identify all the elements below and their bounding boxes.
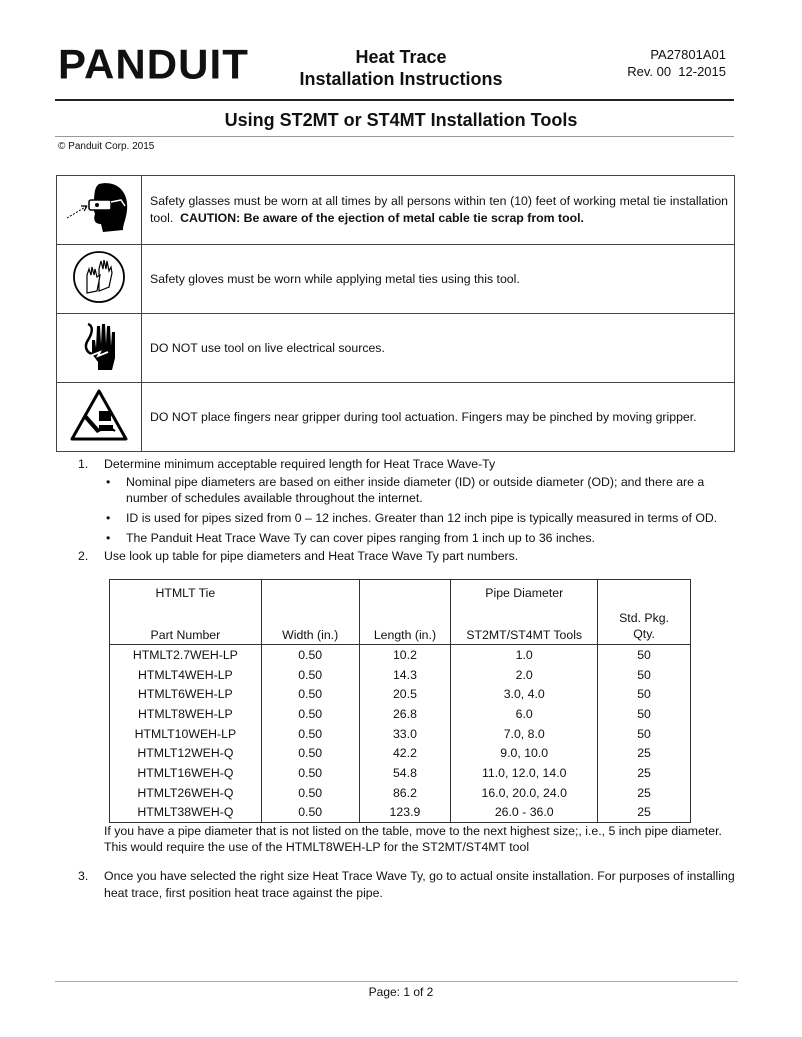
cell: 0.50 bbox=[261, 684, 359, 704]
cell: 14.3 bbox=[359, 665, 451, 685]
caution-text: CAUTION: Be aware of the ejection of metal cable tie scrap from tool. bbox=[180, 211, 584, 225]
safety-text: Safety glasses must be worn at all times by all persons within ten (10) feet of working metal tie installation tool. CAUTION: Be aware of the ejection of metal cable tie scrap from tool. bbox=[142, 176, 735, 245]
table-row bbox=[110, 763, 691, 783]
document-id-block bbox=[627, 46, 726, 80]
cell: 26.8 bbox=[359, 704, 451, 724]
cell: 54.8 bbox=[359, 763, 451, 783]
cell: 25 bbox=[598, 783, 691, 803]
cell: HTMLT4WEH-LP bbox=[110, 665, 262, 685]
column-header-part-number: Part Number bbox=[110, 610, 262, 645]
cell: 26.0 - 36.0 bbox=[451, 803, 598, 823]
cell: 25 bbox=[598, 743, 691, 763]
bullet-item: • The Panduit Heat Trace Wave Ty can cover pipes ranging from 1 inch up to 36 inches. bbox=[104, 530, 738, 546]
electrical-hazard-icon bbox=[57, 314, 142, 383]
table-note: If you have a pipe diameter that is not listed on the table, move to the next highest size;, i.e., 5 inch pipe diameter. This would require the use of the HTMLT8WEH-LP for the ST2MT/ST4MT tool bbox=[104, 824, 722, 854]
cell: 0.50 bbox=[261, 803, 359, 823]
step-number: 1. bbox=[78, 457, 89, 471]
instruction-steps bbox=[78, 456, 738, 564]
doc-number: PA27801A01 bbox=[650, 47, 726, 62]
cell: 50 bbox=[598, 724, 691, 744]
table-row bbox=[110, 783, 691, 803]
step-text: Determine minimum acceptable required length for Heat Trace Wave-Ty bbox=[104, 457, 496, 471]
step-3 bbox=[78, 868, 738, 902]
step-text: Use look up table for pipe diameters and Heat Trace Wave Ty part numbers. bbox=[104, 549, 519, 563]
safety-table bbox=[56, 175, 735, 452]
pinch-hazard-icon bbox=[57, 383, 142, 452]
cell: 50 bbox=[598, 645, 691, 665]
cell: HTMLT12WEH-Q bbox=[110, 743, 262, 763]
column-header-length: Length (in.) bbox=[359, 610, 451, 645]
revision: Rev. 00 12-2015 bbox=[627, 64, 726, 79]
cell: 0.50 bbox=[261, 704, 359, 724]
column-header-pipe-diameter: ST2MT/ST4MT Tools bbox=[451, 610, 598, 645]
header-rule bbox=[55, 99, 734, 101]
column-header bbox=[261, 580, 359, 611]
table-row bbox=[110, 724, 691, 744]
cell: HTMLT8WEH-LP bbox=[110, 704, 262, 724]
safety-glasses-icon bbox=[57, 176, 142, 245]
cell: 25 bbox=[598, 763, 691, 783]
cell: 50 bbox=[598, 704, 691, 724]
safety-row bbox=[57, 383, 735, 452]
bullet-item: • ID is used for pipes sized from 0 – 12 inches. Greater than 12 inch pipe is typically measured in terms of OD. bbox=[104, 510, 738, 526]
cell: 86.2 bbox=[359, 783, 451, 803]
table-row bbox=[110, 645, 691, 665]
column-header: HTMLT Tie bbox=[110, 580, 262, 611]
safety-text: DO NOT place fingers near gripper during tool actuation. Fingers may be pinched by moving gripper. bbox=[142, 383, 735, 452]
cell: HTMLT38WEH-Q bbox=[110, 803, 262, 823]
step-text: Once you have selected the right size Heat Trace Wave Ty, go to actual onsite installation. For purposes of installing heat trace, first position heat trace against the pipe. bbox=[104, 869, 735, 900]
cell: 16.0, 20.0, 24.0 bbox=[451, 783, 598, 803]
cell: 50 bbox=[598, 665, 691, 685]
cell: 6.0 bbox=[451, 704, 598, 724]
table-row bbox=[110, 665, 691, 685]
cell: 1.0 bbox=[451, 645, 598, 665]
cell: HTMLT16WEH-Q bbox=[110, 763, 262, 783]
cell: 123.9 bbox=[359, 803, 451, 823]
table-header-row bbox=[110, 610, 691, 645]
safety-row bbox=[57, 176, 735, 245]
subtitle-rule bbox=[55, 136, 734, 137]
panduit-logo: PANDUIT bbox=[58, 41, 249, 89]
safety-text: DO NOT use tool on live electrical sources. bbox=[142, 314, 735, 383]
cell: 3.0, 4.0 bbox=[451, 684, 598, 704]
cell: 0.50 bbox=[261, 743, 359, 763]
cell: 11.0, 12.0, 14.0 bbox=[451, 763, 598, 783]
column-header: Pipe Diameter bbox=[451, 580, 598, 611]
table-row bbox=[110, 704, 691, 724]
safety-text: Safety gloves must be worn while applying metal ties using this tool. bbox=[142, 245, 735, 314]
cell: 20.5 bbox=[359, 684, 451, 704]
table-header-row bbox=[110, 580, 691, 611]
title-line-2: Installation Instructions bbox=[299, 69, 503, 89]
step-1 bbox=[78, 456, 738, 546]
footer-rule bbox=[55, 981, 738, 982]
cell: 9.0, 10.0 bbox=[451, 743, 598, 763]
cell: 10.2 bbox=[359, 645, 451, 665]
safety-row bbox=[57, 245, 735, 314]
column-header bbox=[598, 580, 691, 611]
step-2 bbox=[78, 548, 738, 564]
cell: 42.2 bbox=[359, 743, 451, 763]
cell: 7.0, 8.0 bbox=[451, 724, 598, 744]
table-row bbox=[110, 684, 691, 704]
cell: 33.0 bbox=[359, 724, 451, 744]
step-3-body bbox=[78, 868, 738, 902]
safety-gloves-icon bbox=[57, 245, 142, 314]
cell: HTMLT2.7WEH-LP bbox=[110, 645, 262, 665]
step-number: 3. bbox=[78, 869, 89, 883]
cell: 25 bbox=[598, 803, 691, 823]
cell: 0.50 bbox=[261, 645, 359, 665]
column-header-width: Width (in.) bbox=[261, 610, 359, 645]
column-header-pkg-qty: Std. Pkg. Qty. bbox=[598, 610, 691, 645]
table-row bbox=[110, 743, 691, 763]
title-line-1: Heat Trace bbox=[355, 47, 447, 67]
cell: HTMLT26WEH-Q bbox=[110, 783, 262, 803]
column-header bbox=[359, 580, 451, 611]
cell: 0.50 bbox=[261, 665, 359, 685]
step-number: 2. bbox=[78, 549, 89, 563]
bullet-item: • Nominal pipe diameters are based on either inside diameter (ID) or outside diameter (OD); and there are a number of schedules available throughout the internet. bbox=[104, 474, 738, 506]
copyright: © Panduit Corp. 2015 bbox=[58, 141, 155, 152]
cell: 0.50 bbox=[261, 783, 359, 803]
cell: 2.0 bbox=[451, 665, 598, 685]
cell: 0.50 bbox=[261, 763, 359, 783]
page-number: Page: 1 of 2 bbox=[368, 985, 434, 999]
cell: HTMLT6WEH-LP bbox=[110, 684, 262, 704]
cell: 50 bbox=[598, 684, 691, 704]
cell: 0.50 bbox=[261, 724, 359, 744]
cell: HTMLT10WEH-LP bbox=[110, 724, 262, 744]
part-number-table bbox=[109, 579, 691, 823]
safety-row bbox=[57, 314, 735, 383]
table-row bbox=[110, 803, 691, 823]
page-subtitle: Using ST2MT or ST4MT Installation Tools bbox=[224, 110, 578, 130]
step-1-bullets bbox=[104, 474, 738, 546]
